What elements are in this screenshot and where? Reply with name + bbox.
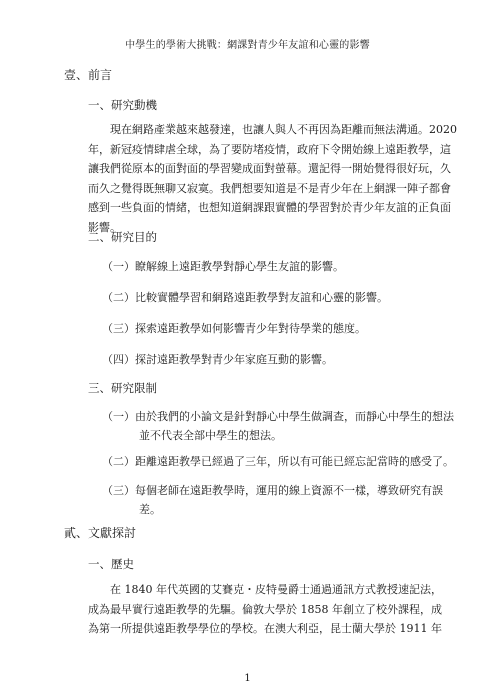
text-line: 現在網路產業越來越發達，也讓人與人不再因為距離而無法溝通。2020	[110, 123, 457, 136]
section-title-literature: 貳、文獻探討	[64, 526, 137, 540]
section-title-preface: 壹、前言	[64, 68, 113, 82]
purpose-item: （一）瞭解線上遠距教學對靜心學生友誼的影響。	[102, 260, 344, 273]
text-line: 成為最早實行遠距教學的先驅。倫敦大學於 1858 年創立了校外課程，成	[88, 602, 442, 616]
limit-item-text: （二）距離遠距教學已經過了三年，所以有可能已經忘記當時的感受了。	[102, 455, 454, 468]
heading-research-limits: 三、研究限制	[88, 381, 157, 395]
limit-item-text: （三）每個老師在遠距教學時，運用的線上資源不一樣，導致研究有誤	[102, 484, 443, 497]
limit-item-text: （一）由於我們的小論文是針對靜心中學生做調查，而靜心中學生的想法	[102, 410, 454, 423]
purpose-item: （四）探討遠距教學對青少年家庭互動的影響。	[102, 353, 333, 366]
page-number: 1	[244, 673, 251, 684]
text-line: 年，新冠疫情肆虐全球，為了要防堵疫情，政府下令開始線上遠距教學，這	[88, 142, 451, 156]
limit-item-continuation: 差。	[139, 503, 161, 516]
text-line: 讓我們從原本的面對面的學習變成面對螢幕。還記得一開始覺得很好玩，久	[88, 162, 451, 175]
limit-item	[102, 452, 454, 471]
text-line: 感到一些負面的情緒，也想知道網課跟實體的學習對於青少年友誼的正負面	[88, 201, 451, 214]
limit-item	[102, 407, 454, 445]
paragraph-history	[88, 580, 442, 639]
text-line: 影響。	[88, 220, 121, 234]
limit-item	[102, 481, 443, 519]
heading-research-purpose: 二、研究目的	[88, 230, 157, 244]
heading-research-motive: 一、研究動機	[88, 98, 157, 112]
purpose-item: （二）比較實體學習和網路遠距教學對友誼和心靈的影響。	[102, 291, 388, 304]
text-line: 而久之覺得既無聊又寂寞。我們想要知道是不是青少年在上網課一陣子都會	[88, 181, 451, 195]
limit-item-continuation: 並不代表全部中學生的想法。	[139, 429, 282, 442]
paragraph-motive	[88, 120, 457, 237]
running-header: 中學生的學術大挑戰：網課對青少年友誼和心靈的影響	[125, 40, 370, 51]
text-line: 在 1840 年代英國的艾賽克・皮特曼爵士通過通訊方式教授速記法，	[110, 583, 442, 596]
heading-history: 一、歷史	[88, 557, 134, 571]
purpose-item: （三）探索遠距教學如何影響青少年對待學業的態度。	[102, 322, 366, 335]
text-line: 為第一所提供遠距教學學位的學校。在澳大利亞，昆士蘭大學於 1911 年	[88, 622, 442, 635]
